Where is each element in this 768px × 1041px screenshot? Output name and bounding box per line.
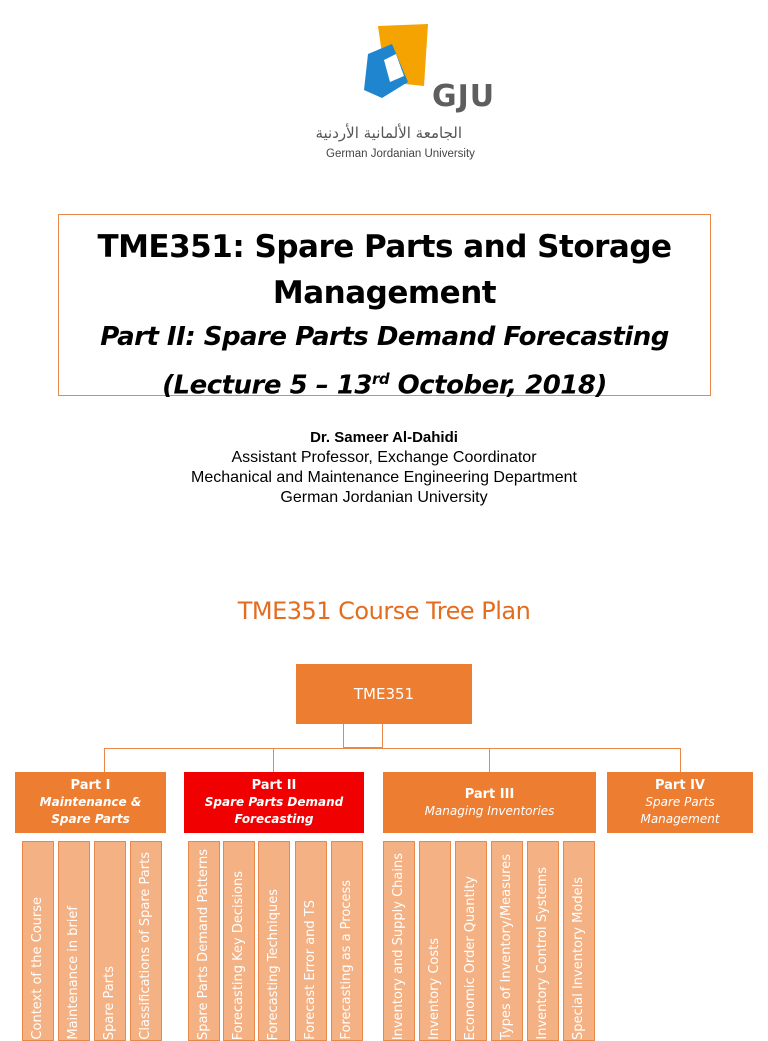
author-block — [0, 428, 768, 508]
connector-line — [680, 748, 681, 772]
part-2-subtitle: Spare Parts Demand Forecasting — [204, 795, 344, 826]
tree-title: TME351 Course Tree Plan — [237, 597, 531, 625]
connector-line — [104, 748, 681, 749]
gju-logo-mark — [362, 24, 432, 104]
topic-box — [419, 841, 451, 1041]
topic-box — [491, 841, 523, 1041]
topic-label: Types of Inventory/Measures — [499, 854, 514, 1040]
tree-root-node — [296, 664, 472, 724]
connector-line — [104, 748, 105, 772]
lecture-date-suffix: rd — [371, 370, 390, 388]
topic-label: Context of the Course — [30, 897, 45, 1040]
topic-label: Forecasting as a Process — [339, 880, 354, 1040]
lecture-title — [65, 358, 704, 407]
part-3-node — [383, 772, 596, 833]
part-1-node — [15, 772, 166, 833]
topic-box — [223, 841, 255, 1041]
topic-box — [383, 841, 415, 1041]
topic-label: Forecasting Key Decisions — [231, 870, 246, 1040]
topic-box — [130, 841, 162, 1041]
logo-text: GJU — [432, 79, 496, 114]
author-university: German Jordanian University — [280, 489, 488, 506]
topic-label: Spare Parts — [102, 965, 117, 1040]
topic-box — [58, 841, 90, 1041]
topic-box — [22, 841, 54, 1041]
tree-root-label: TME351 — [353, 685, 415, 703]
part-1-title: Part I — [70, 778, 111, 793]
topic-label: Forecast Error and TS — [303, 900, 318, 1040]
author-name: Dr. Sameer Al-Dahidi — [310, 429, 458, 446]
connector-line — [489, 748, 490, 772]
topic-box — [331, 841, 363, 1041]
author-department: Mechanical and Maintenance Engineering Department — [190, 469, 577, 486]
part-1-subtitle: Maintenance & Spare Parts — [39, 795, 142, 826]
topic-label: Inventory Costs — [427, 938, 442, 1040]
topic-label: Classifications of Spare Parts — [138, 852, 153, 1040]
topic-box — [188, 841, 220, 1041]
lecture-prefix: (Lecture 5 – 13 — [162, 370, 372, 401]
topic-label: Inventory and Supply Chains — [391, 852, 406, 1040]
course-title: TME351: Spare Parts and Storage Management — [97, 229, 672, 311]
topic-box — [563, 841, 595, 1041]
part-3-subtitle: Managing Inventories — [424, 803, 555, 818]
part-3-title: Part III — [464, 786, 515, 802]
part-2-node — [184, 772, 364, 833]
topic-box — [94, 841, 126, 1041]
topic-label: Forecasting Techniques — [266, 888, 281, 1040]
part-4-title: Part IV — [654, 778, 705, 793]
title-box — [58, 214, 711, 401]
part-4-subtitle: Spare Parts Management — [640, 795, 720, 826]
topic-label: Spare Parts Demand Patterns — [196, 848, 211, 1040]
topic-box — [258, 841, 290, 1041]
topic-label: Economic Order Quantity — [463, 875, 478, 1040]
author-position: Assistant Professor, Exchange Coordinator — [231, 449, 537, 466]
topic-label: Inventory Control Systems — [535, 867, 550, 1040]
lecture-suffix: October, 2018) — [389, 370, 607, 401]
connector-line — [382, 724, 383, 748]
topic-box — [527, 841, 559, 1041]
topic-box — [455, 841, 487, 1041]
part-4-node — [607, 772, 753, 833]
part-2-title: Part II — [251, 778, 297, 793]
part-title: Part II: Spare Parts Demand Forecasting — [100, 322, 669, 352]
logo-english-text: German Jordanian University — [326, 148, 475, 160]
topic-label: Maintenance in brief — [66, 906, 81, 1040]
connector-line — [273, 748, 274, 772]
logo-arabic-text: الجامعة الألمانية الأردنية — [315, 124, 462, 142]
topic-box — [295, 841, 327, 1041]
connector-line — [343, 724, 344, 748]
topic-label: Special Inventory Models — [571, 876, 586, 1040]
